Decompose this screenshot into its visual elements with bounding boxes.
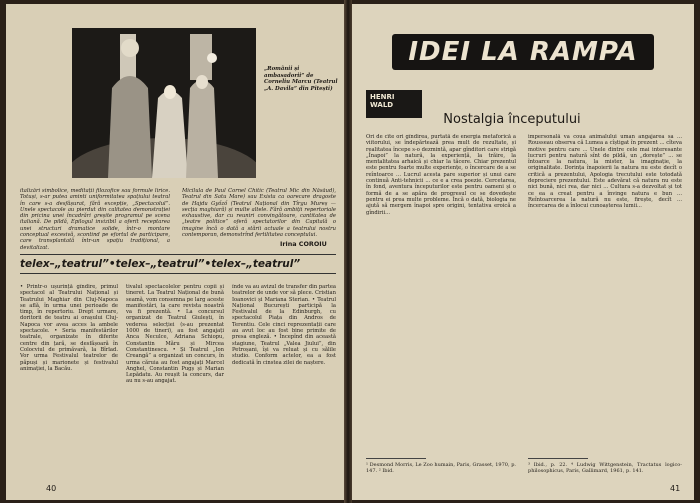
photo-caption: „Românii și ambasadorii” de Corneliu Marcu (Teatrul „A. Davila” din Pitești) — [264, 66, 338, 92]
footnotes-column-2: ³ Ibid., p. 22. ⁴ Ludwig Wittgenstein, Tractatus logico-philosophicus, Paris, Gallimard, 1961, p. 141. — [528, 462, 682, 475]
stage-scene-illustration — [72, 28, 256, 178]
article-signature: Irina COROIU — [280, 240, 327, 248]
page-number-right: 41 — [670, 484, 681, 493]
footnote-rule-2 — [528, 458, 588, 459]
footnote-rule-1 — [366, 458, 426, 459]
article-column-1: italizări simbolice, meditații filozofice sau formule lirice. Totuși, s-ar putea aminti uniformitatea spațiului teatral în care s-a desfășurat, fără excepție, „Spectacolul”. Unele spectacole au pierdut din calitatea demonstrației din pricina unei încadrări greșite programul pe scena italiană. De pildă, Epilogul invizibil a oferit receptarea unei structuri dramatice solide, într-o montare conceptual excesivă, scontind pe efortul de participare, care transplantată într-un spațiu tradițional, a devitalizat. — [20, 188, 170, 250]
author-box: HENRI WALD — [366, 90, 422, 118]
page-number-left: 40 — [46, 484, 57, 493]
telex-column-1: • Printr-o ușurință gîndire, primul spectacol al Teatrului Național și Teatrului Maghiar din Cluj-Napoca se află, în urma unei perioade de timp, în repertoriu. Drept urmare, doritorii de teatru ai orașului Cluj-Napoca vor avea acces la ambele spectacole. • Seria manifestărilor teatrale, organizate în diferite centre din țară, se desfășoară în Colocviul de primăvară, la Bîrlad. Vor urma Festivalul teatrelor de păpuși și marionete și festivalul animației, la Bacău. — [20, 284, 118, 372]
stage-photo — [72, 28, 256, 178]
article-body-column-2: impersonală va coua animalului uman angajarea sa ... Rousseau observa că Lumea a cîștigat în prezent ... cîteva motive pentru care ... Unele dintre cele mai interesante lucruri pentru natură sînt de pildă, un „dorește” ... se întoarce la natura, la mister, la imaginație, la originalitate. Dorința înapoierii la natura nu este decît o critică a prezentului, Apologia trecutului este totodată depreciere prezentului. Este adevărat că natura nu este nici bună, nici rea, dar nici ... Cultura s-a dezvoltat și tot ce ea a creat pentru a învinge natura e bun ... Reîntoarcerea la natură nu este, firește, decît ... încercarea de a înlocui cunoașterea lumii... — [528, 134, 682, 210]
telex-column-2: tivalul spectacolelor pentru copii și tineret. La Teatrul Național de bună seamă, vom consemna pe larg aceste manifestări, la care revista noastră va fi prezentă. • La concursul organizat de Teatrul Giulești, în vederea selecției (s-au prezentat 1000 de tineri), au fost angajați Anca Neculce, Adriana Schiopu, Constantin Măru și Mircea Constantinescu. • Și Teatrul „Ion Creangă” a organizat un concurs, în urma căruia au fost angajați Marcel Anghel, Constantin Pugș și Marian Lepădatu. Au reușit la concurs, dar au nu s-au angajat. — [126, 284, 224, 385]
telex-column-3: înde va au avizul de transfer din partea teatrelor de unde vor să plece. Cristian Ioanovici și Mariana Sterian. • Teatrul Național București participă la Festivalul de la Edinburgh, cu spectacolul Piața din Andros de Terentiu. Cele cinci reprezentații care au avut loc au fost bine primite de presa engleză. • Începînd din această stagiune, Teatrul „Valea Jiului”, din Petroșani, își va reluat și cu sălile studio. Conform actelor, ea a fost dedicată în cinstea zilei de naștere. — [232, 284, 336, 366]
footnotes-column-1: ¹ Desmond Morris, Le Zoo humain, Paris, Grasset, 1970, p. 147. ² Ibid. — [366, 462, 516, 475]
right-page — [352, 4, 694, 500]
article-title: Nostalgia începutului — [443, 112, 581, 127]
article-body-column-1: Ori de cîte ori gîndirea, purtată de energia metaforică a viitorului, se îndepărtează prea mult de rezultate, și realitatea începe s-o dezmintă, apar gînditori care strigă „Înapoi” la natură, la experiență, la trăire, la mentalitatea arhaică și chiar la tăcere. Chiar prezentul este pentru foarte multe experiențe, o încercare de a se reîntoarce ... Lucrul acesta pare superior și unui care continuă Anti-tehnicii ... ce e a crea poezie. Cercetarea, în fond, aventura începuturilor este pentru oameni și o formă de a se apăra de progresul ce se dovedește pentru ei prea multe probleme. Încă o dată, biologia ne ajută să mergem înapoi spre origini, tentativa eroică a gîndirii... — [366, 134, 516, 216]
article-column-2: Micilula de Paul Cornel Chitic (Teatrul Mic din Năsăud), Teatrul din Satu Mare) sau Exista ca oarecare dragoste de Hajdu Győző (Teatrul Național din Tîrgu Mureș — secția maghiară) și multe altele. Fără ambiții repertoriale exhaustive, dar cu reuniri convingătoare, cantitatea de „teatre politice” oferă spectatorilor din Capitală o imagine încă o dată a stării actuale a teatrului nostru contemporan, demonstrînd fertilitatea conceptului. — [182, 188, 336, 238]
section-banner: IDEI LA RAMPA — [392, 34, 654, 70]
telex-banner: telex–„teatrul”•telex–„teatrul”•telex–„teatrul” — [20, 254, 336, 274]
left-page — [6, 4, 344, 500]
book-spine — [344, 0, 352, 503]
